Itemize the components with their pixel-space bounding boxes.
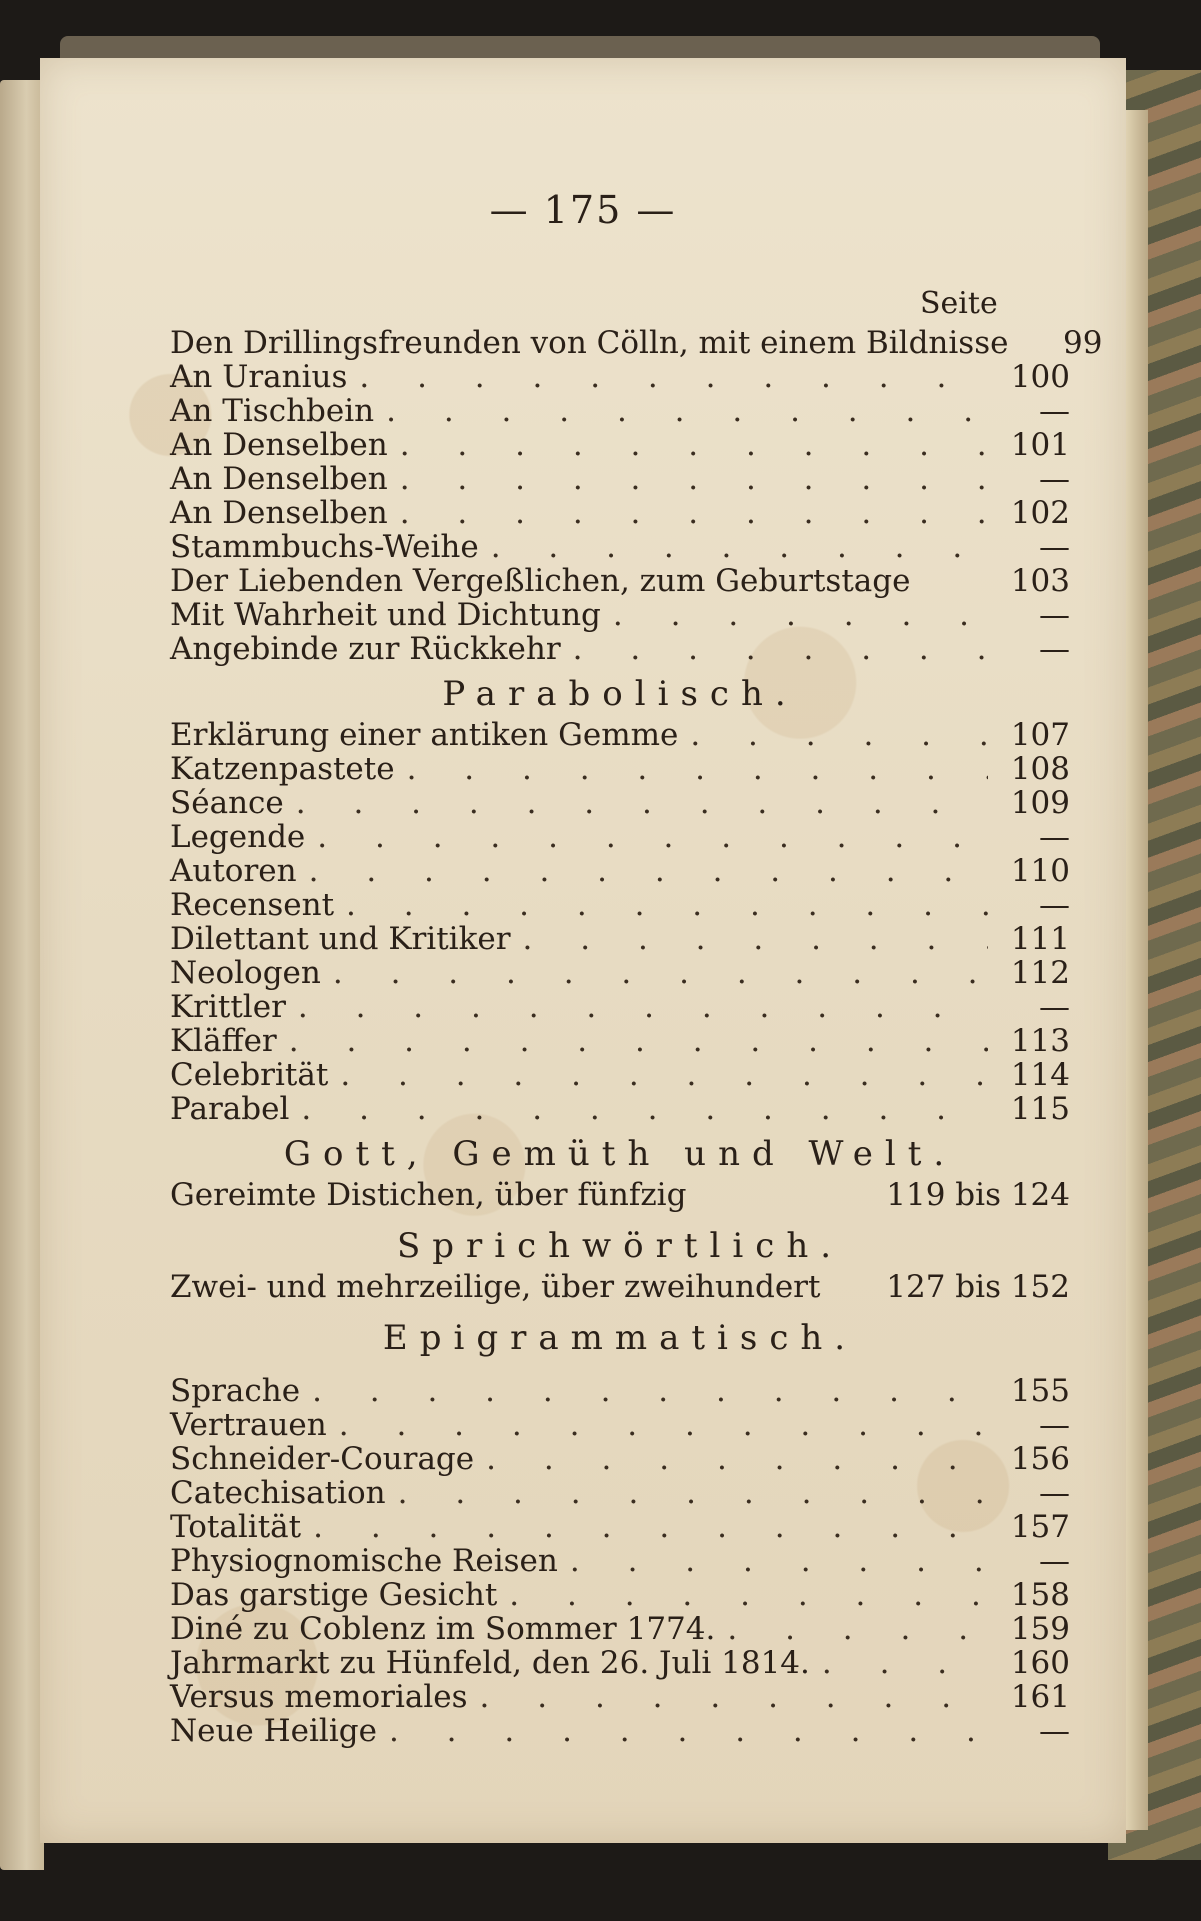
toc-entry <box>170 1408 1070 1442</box>
entry-page: 103 <box>1010 563 1070 599</box>
dot-leader <box>573 632 988 666</box>
entry-title: Stammbuchs-Weihe <box>170 529 479 565</box>
entry-title: Recensent <box>170 887 335 923</box>
toc-entry <box>170 428 1070 462</box>
toc-entry <box>170 394 1070 428</box>
dot-leader <box>313 1510 988 1544</box>
dot-leader <box>727 1612 988 1646</box>
toc-entry <box>170 1442 1070 1476</box>
entry-title: Parabel <box>170 1091 290 1127</box>
dot-leader <box>312 1374 988 1408</box>
dot-leader <box>400 462 988 496</box>
toc-entry <box>170 564 1070 598</box>
dot-leader <box>400 496 988 530</box>
entry-page: 111 <box>1010 921 1070 957</box>
entry-title: Mit Wahrheit und Dichtung <box>170 597 601 633</box>
seite-label: Seite <box>920 286 998 321</box>
entry-page: 157 <box>1010 1509 1070 1545</box>
entry-gereimte-distichen <box>170 1178 1070 1218</box>
heading-parabolisch: Parabolisch. <box>442 674 798 714</box>
heading-sprichwoertlich: Sprichwörtlich. <box>396 1226 844 1266</box>
entry-title: Gereimte Distichen, über fünfzig <box>170 1177 687 1213</box>
entry-page: — <box>1039 393 1070 429</box>
dot-leader <box>346 888 988 922</box>
toc-entry <box>170 325 1103 361</box>
entry-title: Angebinde zur Rückkehr <box>170 631 561 667</box>
entry-page: 114 <box>1010 1057 1070 1093</box>
entry-page: 159 <box>1010 1611 1070 1647</box>
entry-page: 102 <box>1010 495 1070 531</box>
entry-page: 161 <box>1010 1679 1070 1715</box>
entry-page: 108 <box>1010 751 1070 787</box>
entry-zwei-und-mehrzeilige <box>170 1270 1070 1310</box>
toc-entry <box>170 752 1070 786</box>
toc-entry <box>170 360 1070 394</box>
dot-leader <box>407 752 988 786</box>
entry-title: Autoren <box>170 853 297 889</box>
entry-page: 110 <box>1010 853 1070 889</box>
entry-page: 160 <box>1010 1645 1070 1681</box>
heading-gott-gemueth-welt: Gott, Gemüth und Welt. <box>283 1134 957 1174</box>
toc-entry <box>170 718 1070 752</box>
entry-title: Catechisation <box>170 1475 386 1511</box>
toc-entry <box>170 598 1070 632</box>
entry-page: 112 <box>1010 955 1070 991</box>
toc-entry <box>170 1612 1070 1646</box>
entry-page: 158 <box>1010 1577 1070 1613</box>
toc-entry <box>170 1714 1070 1748</box>
entry-title: Totalität <box>170 1509 302 1545</box>
left-page-edge <box>0 80 44 1870</box>
toc-entry <box>170 1024 1070 1058</box>
toc-entry <box>170 530 1070 564</box>
entry-title: Physiognomische Reisen <box>170 1543 558 1579</box>
toc-entry <box>170 632 1070 666</box>
toc-entry <box>170 854 1070 888</box>
entry-title: Krittler <box>170 989 286 1025</box>
entry-title: Vertrauen <box>170 1407 327 1443</box>
dot-leader <box>340 1058 988 1092</box>
entry-page: 101 <box>1010 427 1070 463</box>
entry-page: 156 <box>1010 1441 1070 1477</box>
toc-entry <box>170 1578 1070 1612</box>
entry-page: — <box>1039 1543 1070 1579</box>
dot-leader <box>480 1680 988 1714</box>
section-epigrammatisch <box>170 1374 1070 1748</box>
entry-title: Der Liebenden Vergeßlichen, zum Geburtstage <box>170 563 911 599</box>
toc-entry <box>170 1510 1070 1544</box>
toc-entry <box>170 922 1070 956</box>
toc-entry <box>170 888 1070 922</box>
entry-page: 127 bis 152 <box>886 1269 1070 1305</box>
dot-leader <box>359 360 988 394</box>
toc-entry <box>170 820 1070 854</box>
dot-leader <box>309 854 988 888</box>
dot-leader <box>301 1092 988 1126</box>
entry-page: — <box>1039 819 1070 855</box>
entry-page: — <box>1039 529 1070 565</box>
toc-entry <box>170 1476 1070 1510</box>
entry-title: Neue Heilige <box>170 1713 377 1749</box>
entry-title: Kläffer <box>170 1023 277 1059</box>
dot-leader <box>398 1476 988 1510</box>
dot-leader <box>289 1024 988 1058</box>
entry-page: — <box>1039 461 1070 497</box>
toc-entry <box>170 1374 1070 1408</box>
entry-title: Das garstige Gesicht <box>170 1577 498 1613</box>
entry-page: 119 bis 124 <box>886 1177 1070 1213</box>
dot-leader <box>486 1442 988 1476</box>
toc-entry <box>170 1092 1070 1126</box>
toc-entry <box>170 1058 1070 1092</box>
toc-entry <box>170 956 1070 990</box>
toc-entry <box>170 462 1070 496</box>
dot-leader <box>509 1578 988 1612</box>
entry-title: Dilettant und Kritiker <box>170 921 511 957</box>
table-of-contents <box>170 325 1103 1749</box>
entry-page: — <box>1039 597 1070 633</box>
book-page <box>40 58 1126 1843</box>
entry-title: Den Drillingsfreunden von Cölln, mit einem Bildnisse <box>170 325 1009 361</box>
entry-page: — <box>1039 1475 1070 1511</box>
dot-leader <box>317 820 988 854</box>
dot-leader <box>822 1646 988 1680</box>
entry-page: 99 <box>1063 325 1103 361</box>
section-poems <box>170 325 1103 667</box>
dot-leader <box>400 428 988 462</box>
entry-title: Neologen <box>170 955 321 991</box>
entry-page: 107 <box>1010 717 1070 753</box>
dot-leader <box>613 598 988 632</box>
dot-leader <box>298 990 988 1024</box>
toc-entry <box>170 1544 1070 1578</box>
entry-title: An Denselben <box>170 427 388 463</box>
toc-entry <box>170 786 1070 820</box>
entry-title: Erklärung einer antiken Gemme <box>170 717 679 753</box>
entry-title: Celebrität <box>170 1057 329 1093</box>
dot-leader <box>690 718 988 752</box>
entry-title: Versus memoriales <box>170 1679 468 1715</box>
dot-leader <box>389 1714 988 1748</box>
dot-leader <box>523 922 988 956</box>
entry-title: An Uranius <box>170 359 348 395</box>
entry-page: 113 <box>1010 1023 1070 1059</box>
entry-page: — <box>1039 887 1070 923</box>
entry-title: Schneider-Courage <box>170 1441 475 1477</box>
entry-title: Katzenpastete <box>170 751 395 787</box>
entry-title: Séance <box>170 785 284 821</box>
entry-page: — <box>1039 1713 1070 1749</box>
entry-title: An Tischbein <box>170 393 375 429</box>
entry-page: 100 <box>1010 359 1070 395</box>
heading-epigrammatisch: Epigrammatisch. <box>382 1318 858 1358</box>
entry-page: — <box>1039 989 1070 1025</box>
dot-leader <box>296 786 988 820</box>
entry-page: 115 <box>1010 1091 1070 1127</box>
dot-leader <box>491 530 988 564</box>
toc-entry <box>170 496 1070 530</box>
entry-title: Zwei- und mehrzeilige, über zweihundert <box>170 1269 821 1305</box>
entry-title: Sprache <box>170 1373 301 1409</box>
entry-title: Legende <box>170 819 306 855</box>
entry-page: — <box>1039 631 1070 667</box>
toc-entry <box>170 1646 1070 1680</box>
entry-page: — <box>1039 1407 1070 1443</box>
entry-title: An Denselben <box>170 495 388 531</box>
section-parabolisch <box>170 718 1070 1126</box>
dot-leader <box>333 956 988 990</box>
entry-page: 109 <box>1010 785 1070 821</box>
toc-entry <box>170 1680 1070 1714</box>
page-number: — 175 — <box>489 188 677 232</box>
entry-title: An Denselben <box>170 461 388 497</box>
toc-entry <box>170 990 1070 1024</box>
entry-page: 155 <box>1010 1373 1070 1409</box>
entry-title: Diné zu Coblenz im Sommer 1774. <box>170 1611 716 1647</box>
dot-leader <box>570 1544 988 1578</box>
entry-title: Jahrmarkt zu Hünfeld, den 26. Juli 1814. <box>170 1645 810 1681</box>
dot-leader <box>386 394 988 428</box>
dot-leader <box>339 1408 988 1442</box>
